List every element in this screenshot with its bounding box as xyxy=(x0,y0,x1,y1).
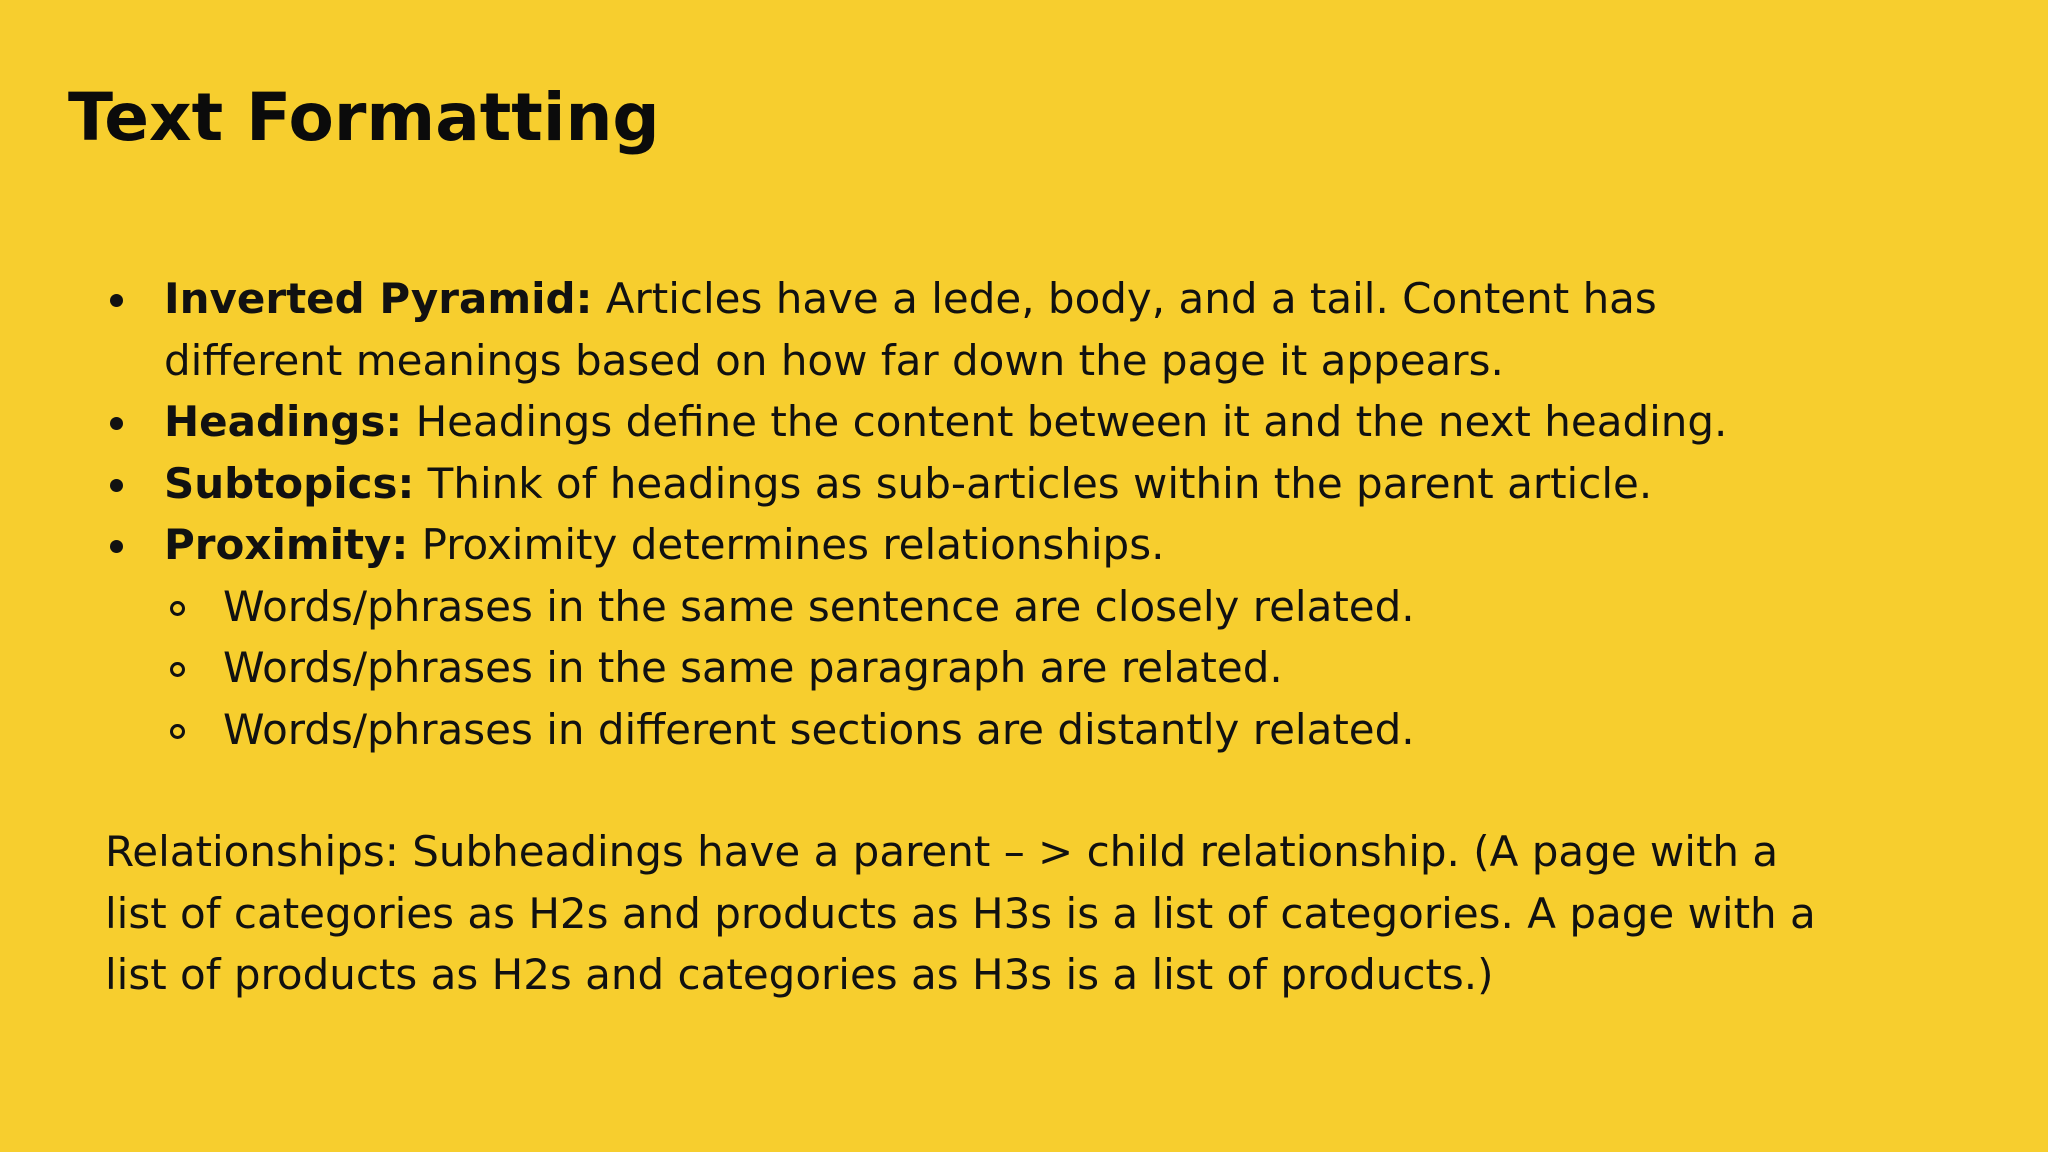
sub-bullet-item xyxy=(164,637,1845,699)
bullet-dot-icon xyxy=(110,479,123,492)
bullet-item-headings xyxy=(105,391,1845,453)
bullet-label: Inverted Pyramid: xyxy=(164,274,593,323)
slide-content xyxy=(105,268,1845,1006)
sub-bullet-text: Words/phrases in different sections are distantly related. xyxy=(223,704,1415,754)
sub-bullet-text: Words/phrases in the same paragraph are related. xyxy=(223,643,1283,692)
bullet-label: Subtopics: xyxy=(164,458,415,508)
hollow-bullet-icon xyxy=(170,662,185,677)
bullet-text: Articles have a lede, body, and a tail. Content has different meanings based on how far down the page it appears. xyxy=(164,274,1657,385)
bullet-dot-icon xyxy=(110,540,123,553)
hollow-bullet-icon xyxy=(170,724,185,739)
relationships-paragraph: Relationships: Subheadings have a parent – > child relationship. (A page with a list of categories as H2s and products as H3s is a list of categories. A page with a list of products as H2s and categories as H3s is a list of products.) xyxy=(105,827,1816,999)
hollow-bullet-icon xyxy=(170,601,185,616)
bullet-text: Proximity determines relationships. xyxy=(421,520,1165,569)
bullet-text: Headings define the content between it and the next heading. xyxy=(415,397,1728,446)
bullet-dot-icon xyxy=(110,294,123,307)
bullet-dot-icon xyxy=(110,417,123,430)
bullet-text: Think of headings as sub-articles within the parent article. xyxy=(427,458,1653,508)
sub-bullet-text: Words/phrases in the same sentence are closely related. xyxy=(223,581,1415,631)
sub-bullet-item xyxy=(164,576,1845,638)
bullet-item-subtopics xyxy=(105,453,1845,515)
bullet-item-proximity xyxy=(105,514,1845,760)
sub-bullet-list xyxy=(164,576,1845,761)
slide-title: Text Formatting xyxy=(68,79,660,156)
bullet-label: Headings: xyxy=(164,397,403,446)
bullet-list xyxy=(105,268,1845,760)
sub-bullet-item xyxy=(164,699,1845,761)
bullet-item-inverted-pyramid xyxy=(105,268,1845,391)
bullet-label: Proximity: xyxy=(164,520,409,569)
